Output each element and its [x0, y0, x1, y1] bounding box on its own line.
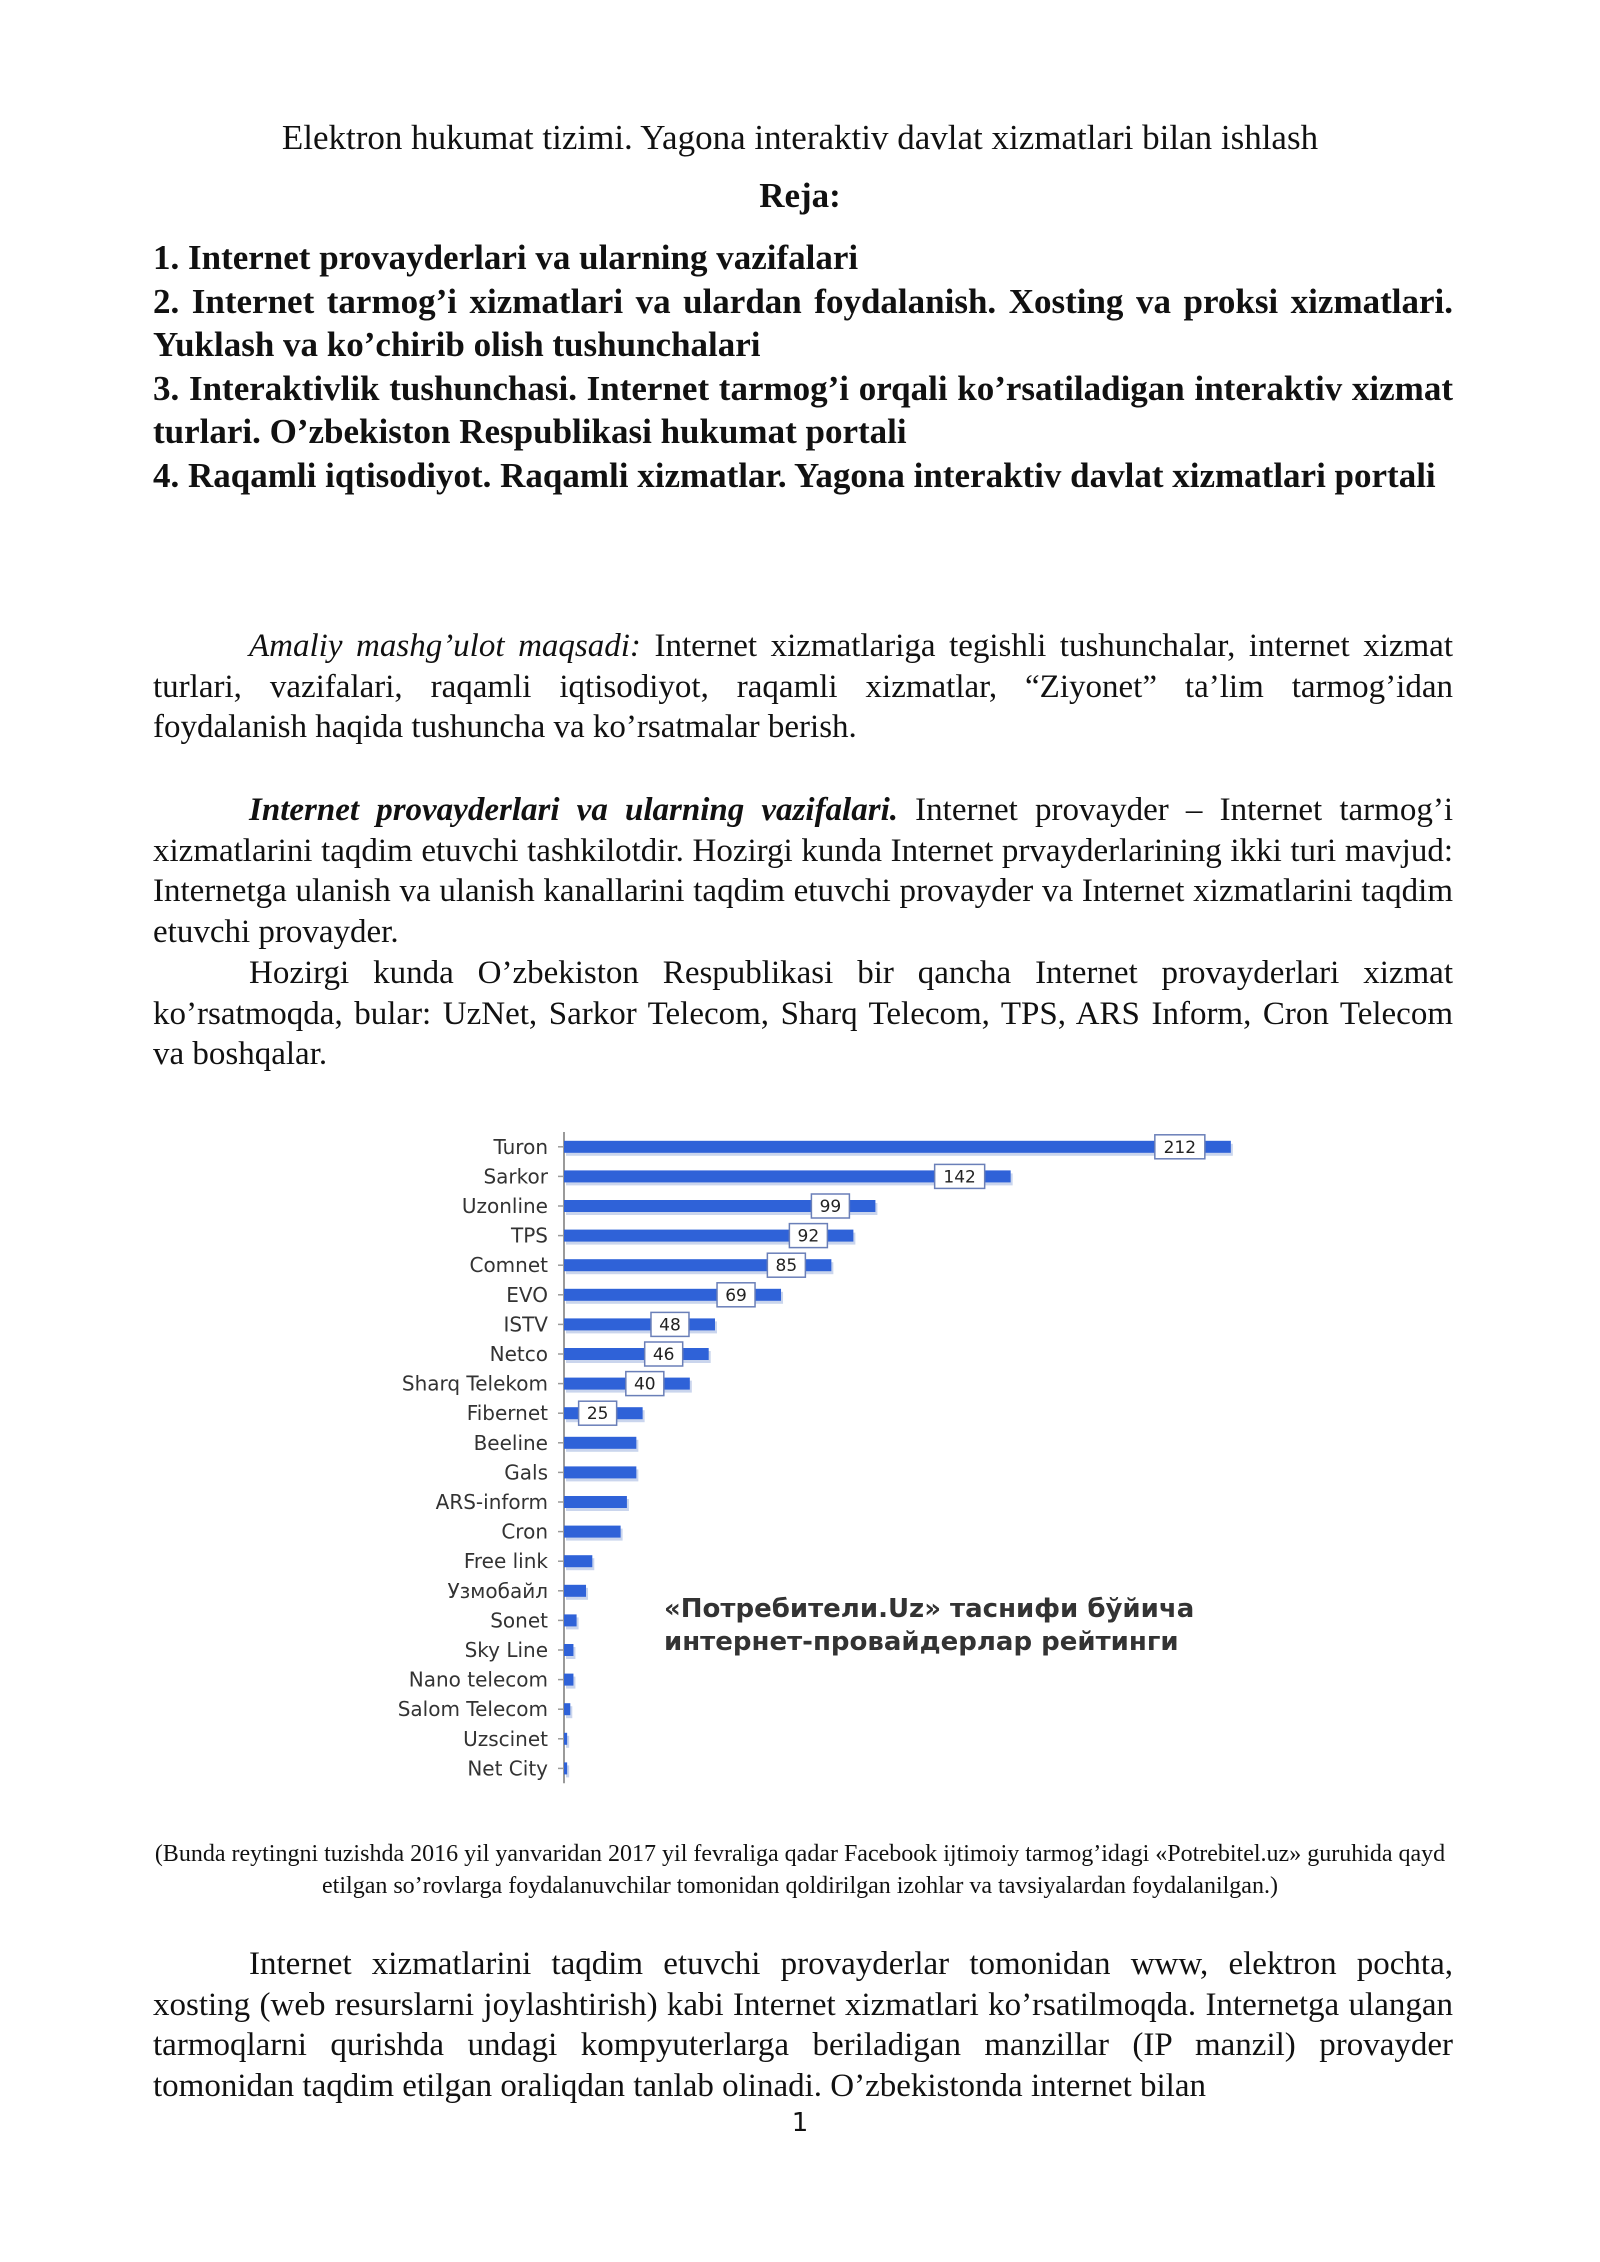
bar	[564, 1674, 573, 1686]
plan-list	[153, 236, 1453, 497]
document-title: Elektron hukumat tizimi. Yagona interaktiv davlat xizmatlari bilan ishlash	[281, 118, 1319, 157]
data-label: 69	[725, 1285, 747, 1306]
category-label: Sonet	[490, 1608, 548, 1633]
plan-item-2: 2. Internet tarmog’i xizmatlari va ulardan foydalanish. Xosting va proksi xizmatlari. Yuklash va ko’chirib olish tushunchalari	[153, 281, 1453, 364]
providers-paragraph	[153, 953, 1453, 1075]
page-number: 1	[791, 2108, 809, 2138]
chart-title-line: интернет-провайдерлар рейтинги	[664, 1627, 1179, 1657]
bar	[564, 1437, 636, 1449]
section-text: Internet provayder – Internet tarmog’i xizmatlarini taqdim etuvchi tashkilotdir. Hozirgi kunda Internet prvayderlarining ikki turi mavjud: Internetga ulanish va ulanish kanallarini taqdim etuvchi provayder va Internet xizmatlarini taqdim etuvchi provayder.	[153, 792, 1453, 950]
data-label: 85	[775, 1256, 798, 1277]
plan-heading: Reja:	[759, 176, 841, 215]
chart-caption: (Bunda reytingni tuzishda 2016 yil yanvaridan 2017 yil fevraliga qadar Facebook ijtimoiy tarmog’idagi «Potrebitel.uz» guruhida qayd etilgan so’rovlarga foydalanuvchilar tomonidan qoldirilgan izohlar va tavsiyalardan foydalanilgan.)	[154, 1841, 1446, 1899]
bar	[564, 1141, 1231, 1153]
bar	[564, 1348, 709, 1360]
category-label: Uzscinet	[463, 1726, 548, 1751]
goal-text: Internet xizmatlariga tegishli tushunchalar, internet xizmat turlari, vazifalari, raqamli iqtisodiyot, raqamli xizmatlar, “Ziyonet” ta’lim tarmog’idan foydalanish haqida tushuncha va ko’rsatmalar berish.	[153, 628, 1453, 745]
data-label: 25	[586, 1404, 609, 1425]
category-label: TPS	[511, 1223, 548, 1248]
category-label: Free link	[463, 1549, 548, 1574]
category-label: Fibernet	[466, 1401, 548, 1426]
provider-rating-chart	[340, 1120, 1300, 1800]
providers-text: Hozirgi kunda O’zbekiston Respublikasi bir qancha Internet provayderlari xizmat ko’rsatmoqda, bular: UzNet, Sarkor Telecom, Sharq Telecom, TPS, ARS Inform, Cron Telecom va boshqalar.	[153, 955, 1453, 1072]
category-label: Beeline	[473, 1430, 548, 1455]
bar	[564, 1733, 567, 1745]
bar	[564, 1466, 636, 1478]
category-label: Turon	[493, 1134, 548, 1159]
bar	[564, 1585, 586, 1597]
bar	[564, 1703, 570, 1715]
data-label: 40	[633, 1374, 656, 1395]
category-label: Uzonline	[461, 1194, 548, 1218]
data-label: 46	[652, 1345, 675, 1365]
bar	[564, 1318, 715, 1330]
bar	[564, 1496, 627, 1508]
category-label: Nano telecom	[408, 1667, 548, 1692]
data-label: 212	[1163, 1137, 1197, 1158]
category-label: Узмобайл	[447, 1578, 548, 1603]
category-label: Cron	[501, 1519, 548, 1544]
plan-item-1: 1. Internet provayderlari va ularning vazifalari	[153, 238, 859, 277]
bar	[564, 1555, 592, 1567]
bar	[564, 1644, 573, 1656]
plan-item-4: 4. Raqamli iqtisodiyot. Raqamli xizmatlar. Yagona interaktiv davlat xizmatlari portali	[153, 455, 1436, 495]
closing-text: Internet xizmatlarini taqdim etuvchi provayderlar tomonidan www, elektron pochta, xosting (web resurslarni joylashtirish) kabi Internet xizmatlari ko’rsatilmoqda. Internetga ulangan tarmoqlarni qurishda undagi kompyuterlarga beriladigan manzillar (IP manzil) provayder tomonidan taqdim etilgan oraliqdan tanlab olinadi. O’zbekistonda internet bilan	[153, 1946, 1453, 2104]
category-label: ISTV	[503, 1312, 548, 1337]
data-label: 92	[797, 1226, 820, 1247]
goal-paragraph	[153, 626, 1453, 748]
category-label: Salom Telecom	[397, 1697, 548, 1722]
plan-item-3: 3. Interaktivlik tushunchasi. Internet tarmog’i orqali ko’rsatiladigan interaktiv xizmat turlari. O’zbekiston Respublikasi hukumat portali	[153, 368, 1453, 451]
category-label: Sharq Telekom	[401, 1371, 548, 1396]
category-label: Sky Line	[464, 1638, 548, 1662]
category-label: ARS-inform	[435, 1490, 548, 1514]
data-label: 142	[943, 1167, 976, 1188]
data-label: 48	[659, 1315, 681, 1336]
category-label: EVO	[506, 1282, 548, 1307]
category-label: Comnet	[469, 1253, 548, 1278]
chart-svg	[340, 1120, 1300, 1800]
section-paragraph	[153, 790, 1453, 952]
goal-label: Amaliy mashg’ulot maqsadi:	[249, 628, 641, 664]
chart-title-line: «Потребители.Uz» таснифи бўйича	[664, 1594, 1195, 1624]
bar	[564, 1762, 567, 1774]
category-label: Net City	[467, 1756, 548, 1781]
closing-paragraph	[153, 1944, 1453, 2106]
section-label: Internet provayderlari va ularning vazifalari.	[249, 792, 898, 828]
category-label: Gals	[504, 1460, 548, 1485]
category-label: Netco	[489, 1342, 548, 1366]
bar	[564, 1526, 621, 1538]
category-label: Sarkor	[483, 1164, 548, 1189]
bar	[564, 1614, 577, 1626]
data-label: 99	[819, 1197, 842, 1217]
